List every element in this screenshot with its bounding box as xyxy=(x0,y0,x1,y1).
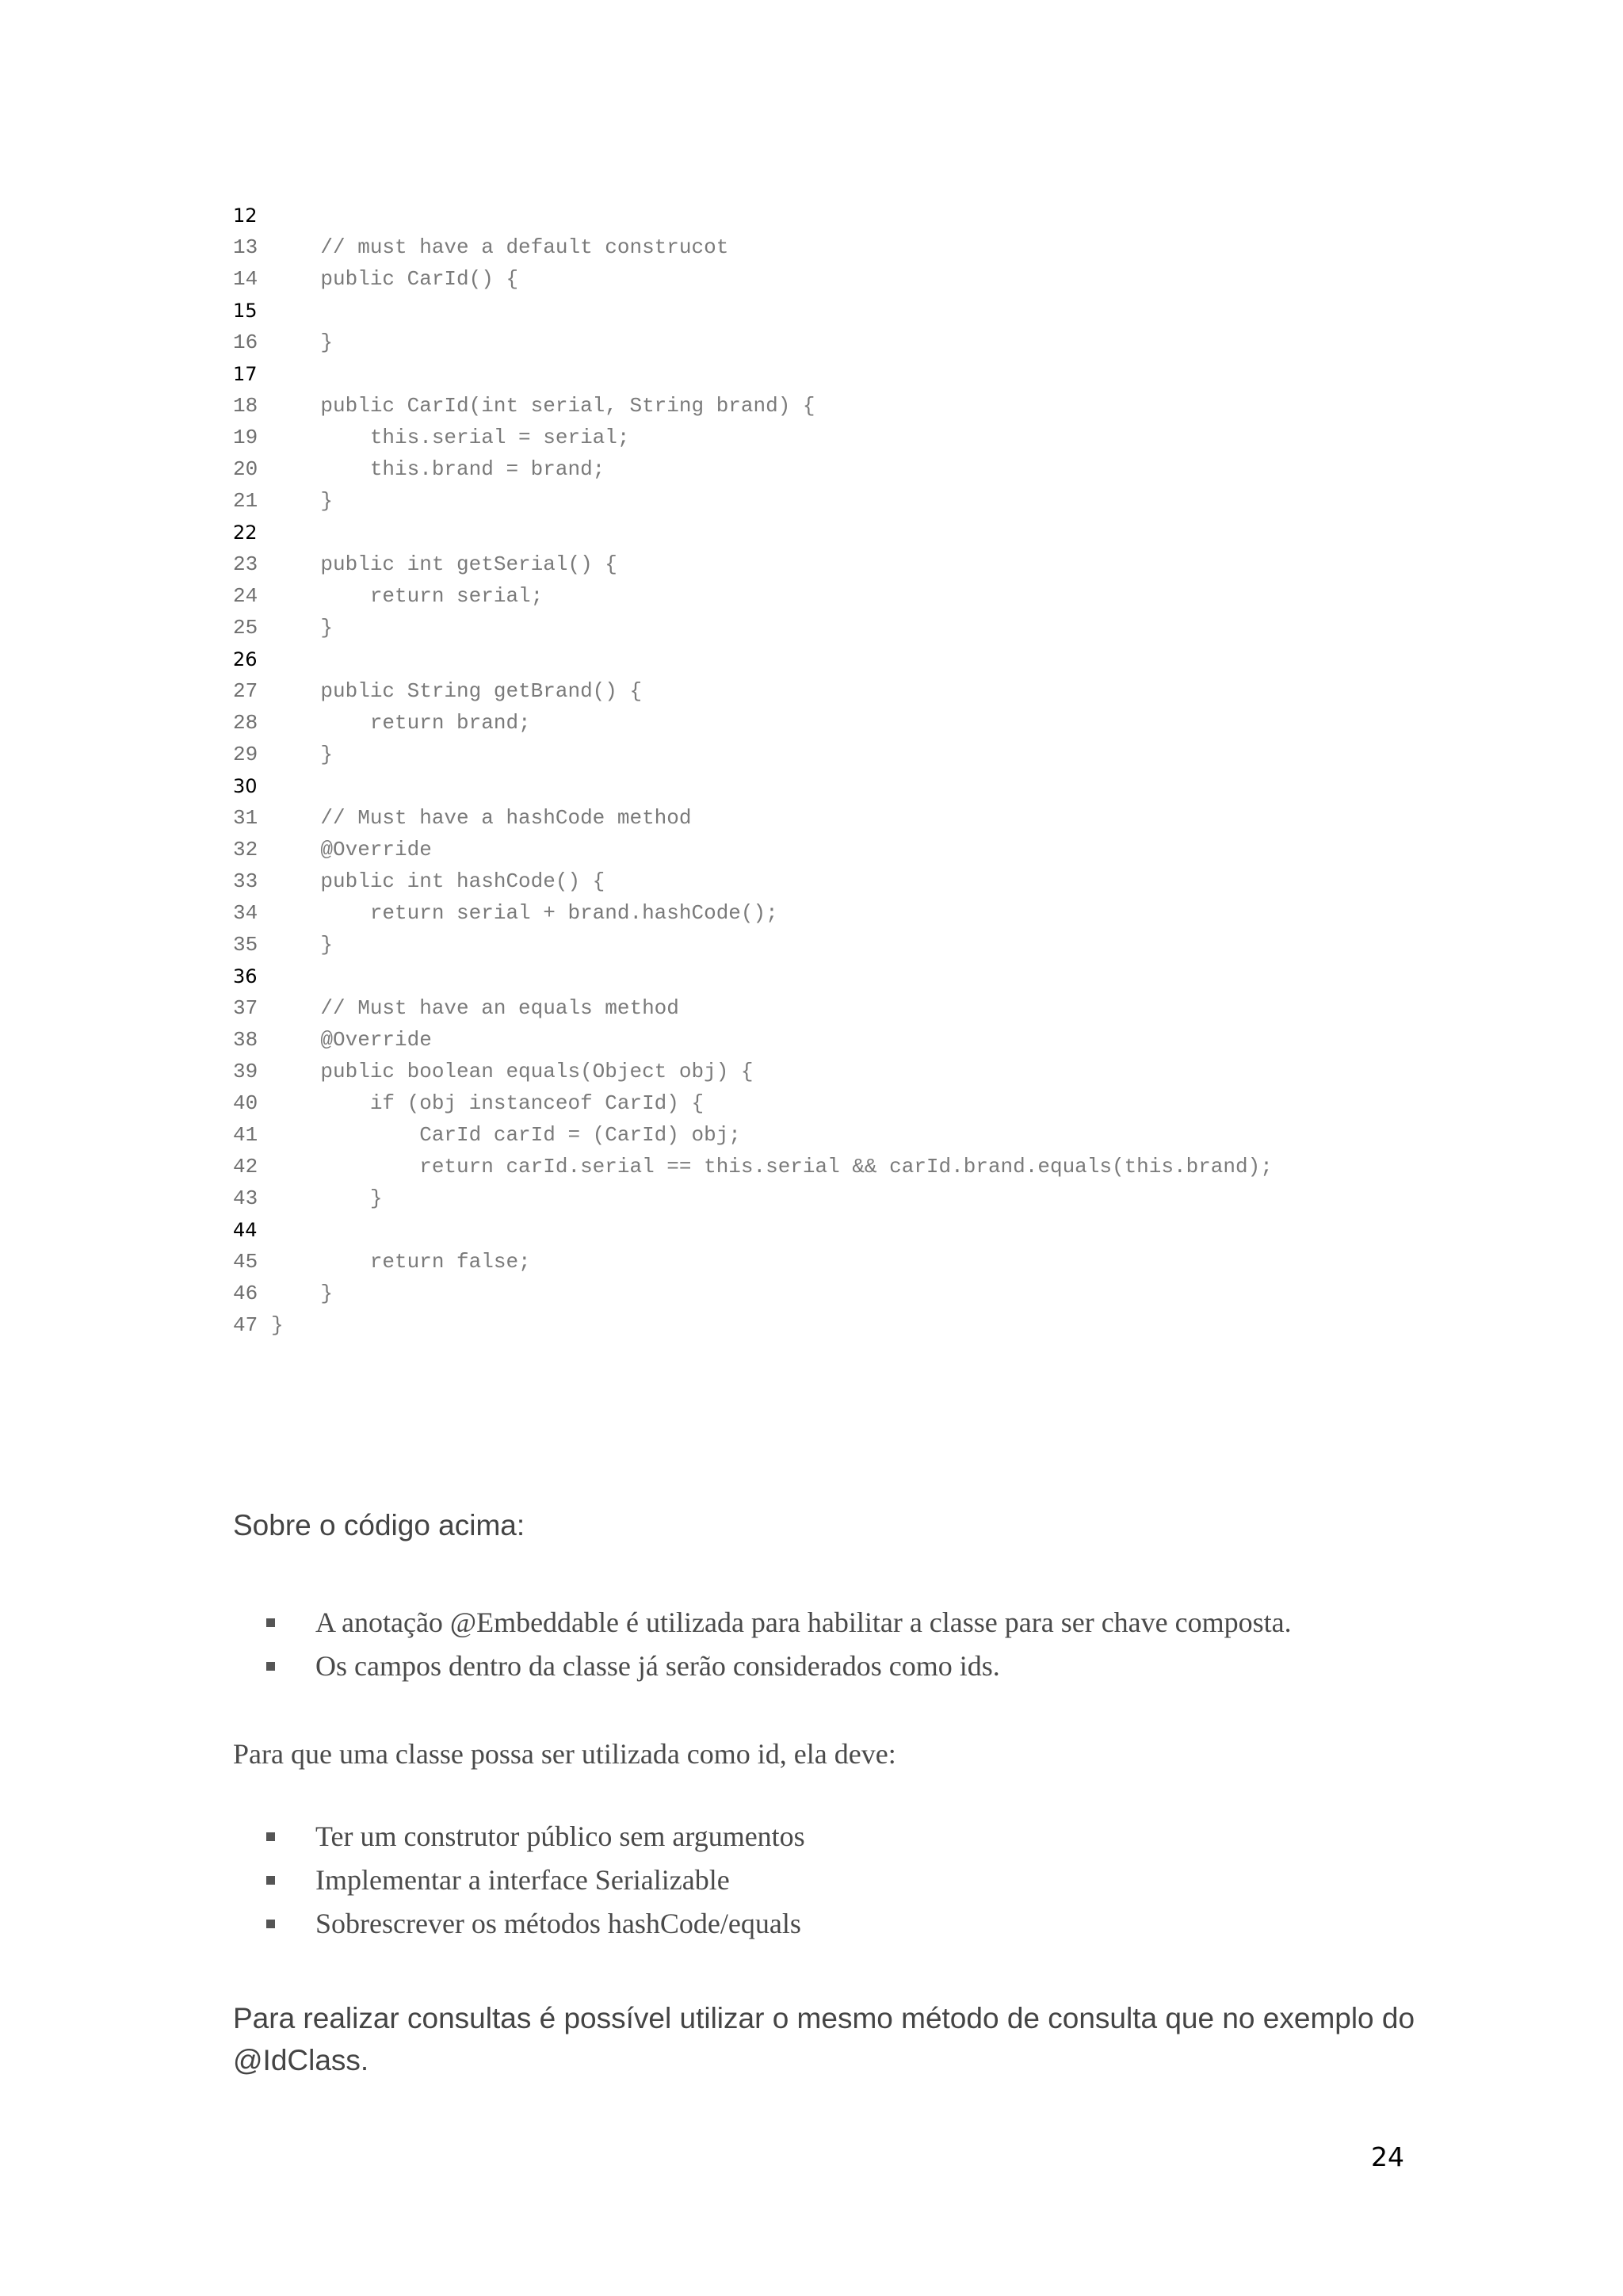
line-number: 21 xyxy=(233,489,258,513)
code-text: return serial + brand.hashCode(); xyxy=(271,901,778,925)
code-text: } xyxy=(271,1186,383,1210)
code-text: // must have a default construcot xyxy=(271,235,729,259)
requirements-intro: Para que uma classe possa ser utilizada como id, ela deve: xyxy=(233,1738,896,1770)
code-text: public String getBrand() { xyxy=(271,679,643,703)
line-number: 13 xyxy=(233,235,258,259)
list-item xyxy=(266,1902,805,1946)
code-line xyxy=(233,1246,1469,1278)
line-number: 45 xyxy=(233,1250,258,1274)
code-line xyxy=(233,929,1469,961)
line-number: 47 xyxy=(233,1313,258,1337)
code-line xyxy=(233,992,1469,1024)
line-number: 31 xyxy=(233,806,258,830)
code-line xyxy=(233,517,1469,548)
page-number: 24 xyxy=(1371,2141,1404,2172)
code-line xyxy=(233,200,1469,231)
code-text: public int hashCode() { xyxy=(271,869,605,893)
code-text: return serial; xyxy=(271,584,544,608)
code-line xyxy=(233,263,1469,295)
line-number: 34 xyxy=(233,901,258,925)
line-number: 30 xyxy=(233,775,258,797)
list-item-text: Implementar a interface Serializable xyxy=(315,1864,730,1896)
code-text: if (obj instanceof CarId) { xyxy=(271,1091,705,1115)
section-heading: Sobre o código acima: xyxy=(233,1509,525,1541)
code-line xyxy=(233,485,1469,517)
code-text: public int getSerial() { xyxy=(271,552,617,576)
bullet-list-embeddable xyxy=(266,1601,1292,1688)
code-line xyxy=(233,644,1469,675)
line-number: 15 xyxy=(233,300,258,322)
line-number: 24 xyxy=(233,584,258,608)
line-number: 26 xyxy=(233,648,258,670)
code-line xyxy=(233,422,1469,453)
code-line xyxy=(233,295,1469,327)
code-text: return brand; xyxy=(271,711,531,735)
code-line xyxy=(233,865,1469,897)
code-line xyxy=(233,802,1469,834)
code-line xyxy=(233,1214,1469,1246)
code-text: } xyxy=(271,330,334,354)
square-bullet-icon xyxy=(266,1920,275,1928)
line-number: 39 xyxy=(233,1060,258,1083)
code-line xyxy=(233,327,1469,358)
line-number: 44 xyxy=(233,1219,258,1241)
line-number: 28 xyxy=(233,711,258,735)
line-number: 35 xyxy=(233,933,258,957)
line-number: 25 xyxy=(233,616,258,640)
code-text: CarId carId = (CarId) obj; xyxy=(271,1123,741,1147)
closing-paragraph: Para realizar consultas é possível utilizar o mesmo método de consulta que no exemplo do @IdClass. xyxy=(233,2002,1415,2076)
code-line xyxy=(233,961,1469,992)
code-line xyxy=(233,834,1469,865)
square-bullet-icon xyxy=(266,1876,275,1885)
code-line xyxy=(233,612,1469,644)
line-number: 27 xyxy=(233,679,258,703)
code-text: return carId.serial == this.serial && carId.brand.equals(this.brand); xyxy=(271,1155,1273,1179)
list-item-text: Ter um construtor público sem argumentos xyxy=(315,1820,805,1852)
line-number: 32 xyxy=(233,838,258,861)
code-text: } xyxy=(271,743,334,766)
code-text: } xyxy=(271,489,334,513)
code-line xyxy=(233,739,1469,770)
line-number: 18 xyxy=(233,394,258,418)
code-line xyxy=(233,675,1469,707)
code-line xyxy=(233,1087,1469,1119)
line-number: 14 xyxy=(233,267,258,291)
code-line xyxy=(233,1278,1469,1309)
list-item xyxy=(266,1815,805,1859)
line-number: 19 xyxy=(233,426,258,449)
code-text: } xyxy=(271,1282,334,1305)
code-line xyxy=(233,231,1469,263)
code-text: public CarId() { xyxy=(271,267,519,291)
code-line xyxy=(233,358,1469,390)
code-line xyxy=(233,770,1469,802)
line-number: 12 xyxy=(233,204,258,227)
square-bullet-icon xyxy=(266,1662,275,1671)
code-line xyxy=(233,1182,1469,1214)
line-number: 43 xyxy=(233,1186,258,1210)
code-line xyxy=(233,548,1469,580)
code-line xyxy=(233,1309,1469,1341)
list-item-text: A anotação @Embeddable é utilizada para habilitar a classe para ser chave composta. xyxy=(315,1606,1292,1638)
code-line xyxy=(233,580,1469,612)
line-number: 42 xyxy=(233,1155,258,1179)
code-text: } xyxy=(271,1313,284,1337)
line-number: 23 xyxy=(233,552,258,576)
line-number: 16 xyxy=(233,330,258,354)
code-text: public boolean equals(Object obj) { xyxy=(271,1060,754,1083)
code-text: @Override xyxy=(271,1028,432,1052)
code-line xyxy=(233,1119,1469,1151)
code-text: this.serial = serial; xyxy=(271,426,630,449)
line-number: 37 xyxy=(233,996,258,1020)
square-bullet-icon xyxy=(266,1832,275,1841)
code-listing xyxy=(233,200,1469,1341)
code-line xyxy=(233,390,1469,422)
line-number: 41 xyxy=(233,1123,258,1147)
code-line xyxy=(233,453,1469,485)
list-item xyxy=(266,1859,805,1902)
code-line xyxy=(233,1024,1469,1056)
list-item-text: Os campos dentro da classe já serão considerados como ids. xyxy=(315,1650,1000,1682)
square-bullet-icon xyxy=(266,1618,275,1627)
code-line xyxy=(233,897,1469,929)
code-text: this.brand = brand; xyxy=(271,457,605,481)
list-item-text: Sobrescrever os métodos hashCode/equals xyxy=(315,1908,801,1939)
bullet-list-requirements xyxy=(266,1815,805,1946)
line-number: 17 xyxy=(233,363,258,385)
line-number: 40 xyxy=(233,1091,258,1115)
code-text: @Override xyxy=(271,838,432,861)
line-number: 22 xyxy=(233,521,258,544)
code-text: } xyxy=(271,933,334,957)
line-number: 33 xyxy=(233,869,258,893)
list-item xyxy=(266,1601,1292,1645)
code-line xyxy=(233,1151,1469,1182)
code-text: return false; xyxy=(271,1250,531,1274)
line-number: 38 xyxy=(233,1028,258,1052)
line-number: 20 xyxy=(233,457,258,481)
line-number: 29 xyxy=(233,743,258,766)
code-line xyxy=(233,707,1469,739)
code-text: } xyxy=(271,616,334,640)
code-line xyxy=(233,1056,1469,1087)
line-number: 46 xyxy=(233,1282,258,1305)
list-item xyxy=(266,1645,1292,1688)
code-text: public CarId(int serial, String brand) { xyxy=(271,394,815,418)
code-text: // Must have an equals method xyxy=(271,996,679,1020)
code-text: // Must have a hashCode method xyxy=(271,806,692,830)
line-number: 36 xyxy=(233,965,258,988)
